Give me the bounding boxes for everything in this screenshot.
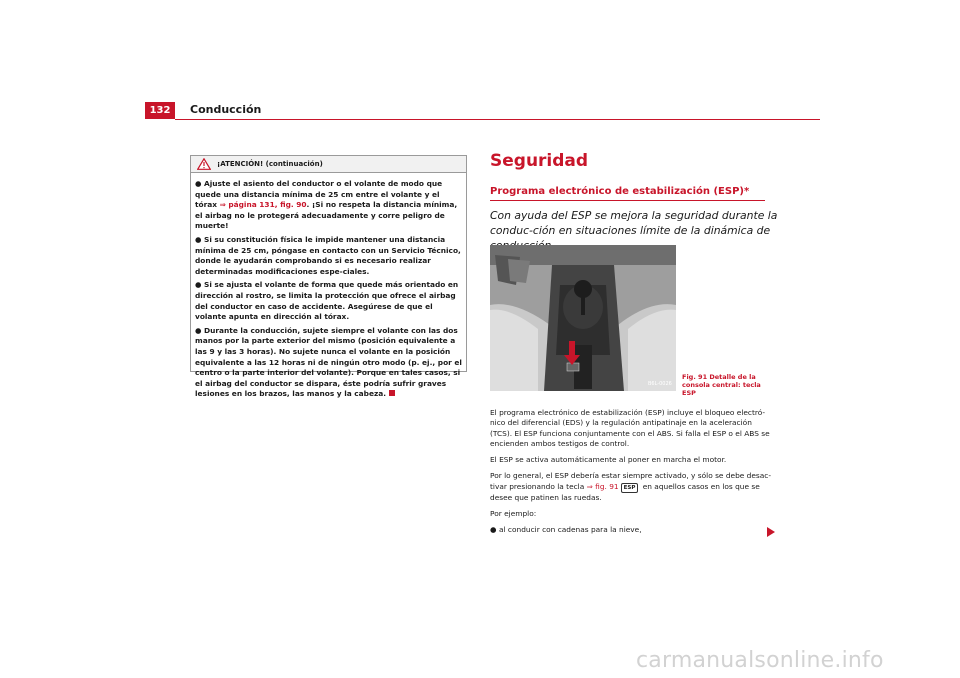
warning-header [191,156,466,173]
warning-item-text: Si su constitución física le impide mantener una distancia mínima de 25 cm, póngase en contacto con un Servicio Técnico, donde le ayudarán comprobando si es necesario realizar determinadas modificaciones espe-ciales. [195,234,461,276]
page-number: 132 [145,102,175,119]
warning-item [195,179,462,232]
body-text [490,408,775,542]
header-rule [175,119,820,120]
bullet-icon: ● [195,280,202,290]
warning-body [191,173,466,400]
paragraph-text: en aquellos casos en los que se desee que patinen las ruedas. [490,481,760,502]
warning-title: ¡ATENCIÓN! (continuación) [217,160,323,168]
paragraph-text: Por lo general, el ESP debería estar siempre activado, y sólo se debe desac-tivar presionando la tecla [490,471,772,491]
center-console-figure [490,245,676,391]
paragraph: El ESP se activa automáticamente al poner en marcha el motor. [490,455,727,465]
subsection-rule [490,200,765,201]
figure-code: B6L-0026 [648,381,672,387]
paragraph: Por ejemplo: [490,509,537,519]
page-reference-link[interactable]: ⇒ página 131, fig. 90 [219,200,307,210]
warning-item-text: Durante la conducción, sujete siempre el volante con las dos manos por la parte exterior del mismo (posición equivalente a las 9 y las 3 horas). No sujete nunca el volante en la posición equivalente a las 12 horas ni de ningún otro modo (p. ej., por el centro o la parte interior del volante). Porque en tales casos, si el airbag del conductor se dispara, éste podría sufrir graves lesiones en los brazos, las manos y la cabeza. [195,325,462,399]
warning-item [195,280,462,322]
warning-item-text: Ajuste el asiento del conductor o el volante de modo que quede una distancia mínima de 25 cm entre el volante y el tórax [195,179,443,210]
watermark: carmanualsonline.info [636,648,884,673]
section-intro: Con ayuda del ESP se mejora la seguridad durante la conduc-ción en situaciones límite de la dinámica de [490,209,778,237]
warning-item [195,235,462,277]
warning-item-text: Si se ajusta el volante de forma que quede más orientado en dirección al rostro, se limita la protección que ofrece el airbag del conductor en caso de accidente. Asegúrese de que el volante apunta en dirección al tórax. [195,280,459,322]
end-of-section-mark [389,390,395,396]
next-page-arrow-icon[interactable] [767,527,775,537]
bullet-icon: ● [195,325,202,335]
esp-key-icon: ESP [621,483,639,493]
section-title: Seguridad [490,151,589,171]
warning-item [195,326,462,400]
subsection-title: Programa electrónico de estabilización (ESP)* [490,186,750,197]
list-item-text: al conducir con cadenas para la nieve, [499,525,642,535]
paragraph: El programa electrónico de estabilización (ESP) incluye el bloqueo electró-nico del diferencial (EDS) y la regulación antipatinaje en la aceleración (TCS). El ESP funciona conjuntamente con el ABS. Si falla el ESP o el ABS se encienden ambos testigos de control. [490,408,770,448]
warning-triangle-icon [197,158,211,170]
bullet-icon: ● [490,525,497,535]
figure-caption: Fig. 91 Detalle de la consola central: tecla ESP [682,373,761,397]
warning-box [190,155,467,399]
warning-item-text: . ¡Si no respeta la distancia mínima, el airbag no le protegerá adecuadamente y corre peligro de muerte! [195,200,458,231]
figure-reference-link[interactable]: ⇒ fig. 91 [586,481,619,491]
chapter-title: Conducción [190,103,262,116]
bullet-icon: ● [195,234,202,244]
paragraph [490,471,775,503]
list-item [490,525,775,535]
bullet-icon: ● [195,179,202,188]
